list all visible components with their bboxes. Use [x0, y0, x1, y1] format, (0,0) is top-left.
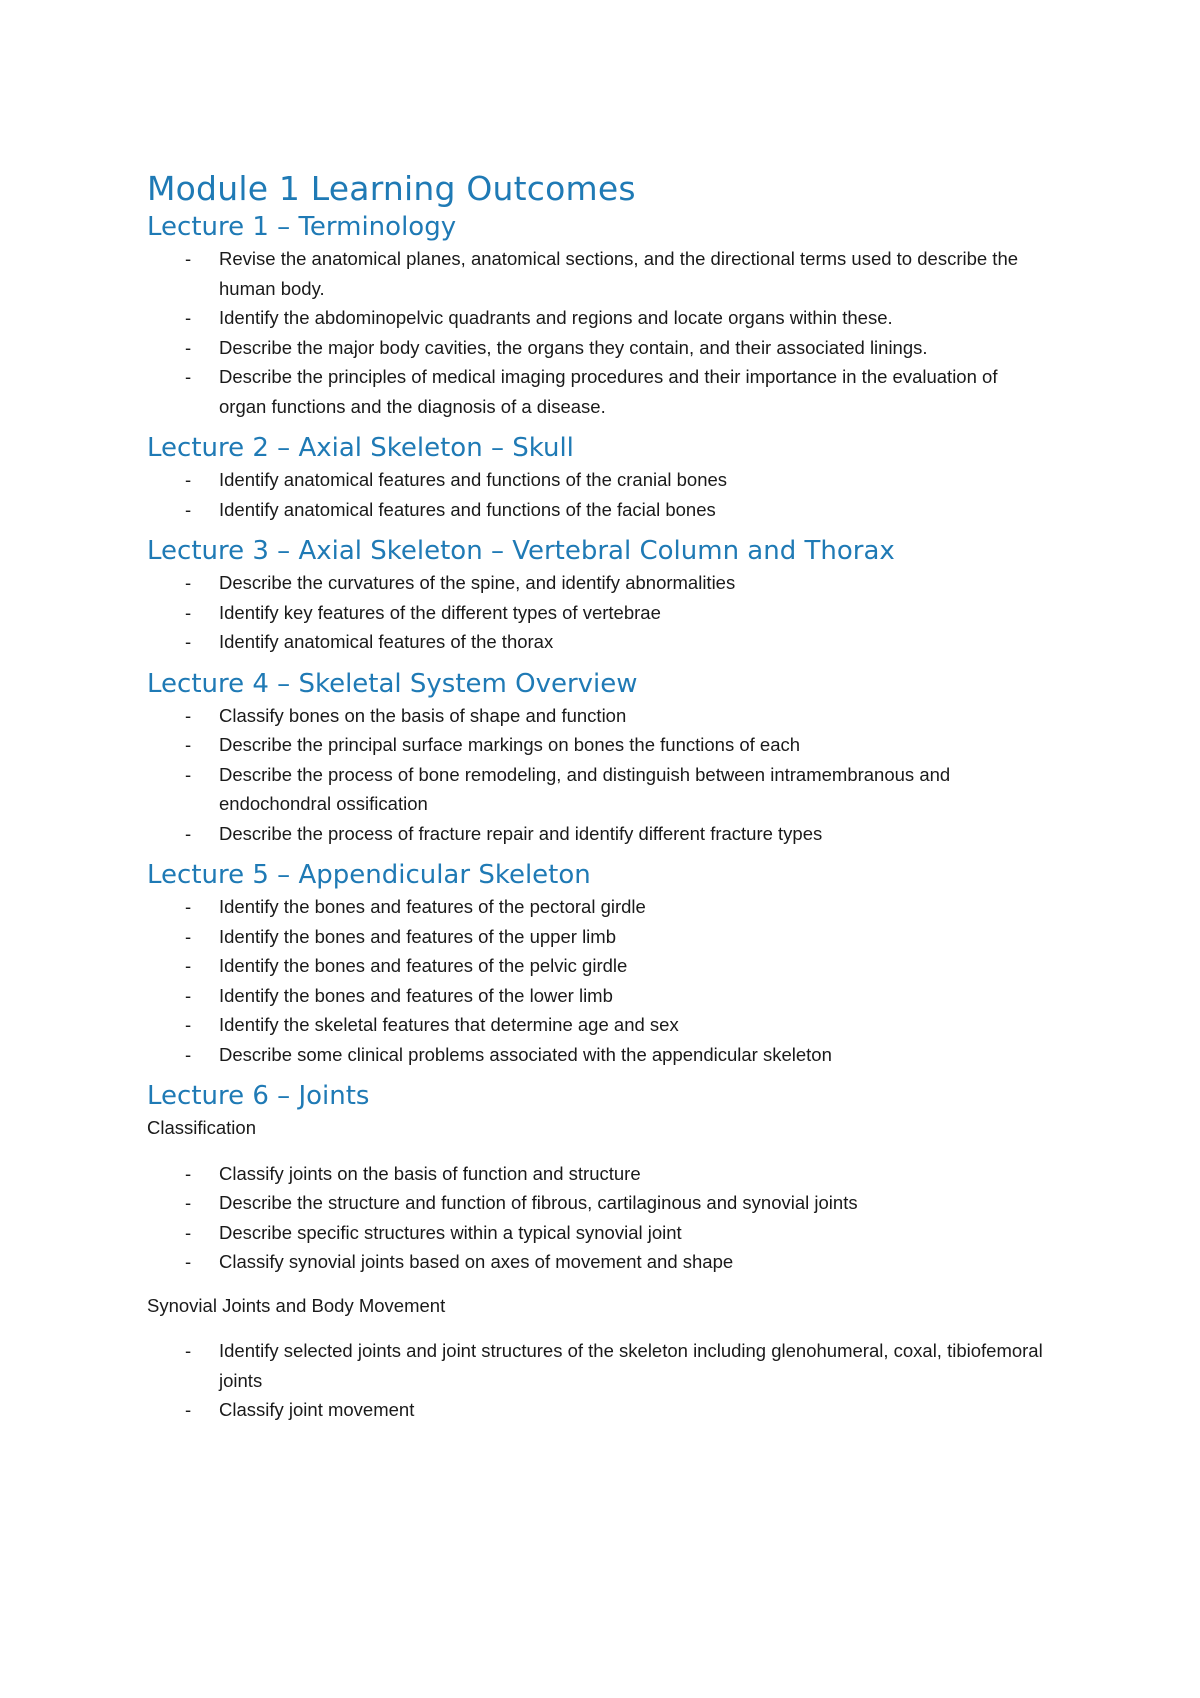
list-item: - Describe the process of bone remodeling, and distinguish between intramembranous and endochondral ossification [147, 760, 1047, 819]
lecture-1-heading: Lecture 1 – Terminology [147, 212, 457, 242]
lecture-6-heading: Lecture 6 – Joints [147, 1081, 370, 1111]
lecture-2-heading: Lecture 2 – Axial Skeleton – Skull [147, 433, 574, 463]
subsection-classification-label: Classification [147, 1117, 256, 1138]
bullet-dash: - [185, 1162, 192, 1184]
bullet-dash: - [185, 572, 192, 593]
list-item: - Describe the principal surface markings on bones the functions of each [147, 730, 1047, 760]
bullet-dash: - [185, 1014, 192, 1035]
list-item: - Identify the bones and features of the upper limb [147, 922, 1047, 952]
list-item: - Identify key features of the different types of vertebrae [147, 598, 1047, 628]
bullet-dash: - [185, 925, 192, 947]
list-item: - Identify anatomical features and functions of the cranial bones [147, 465, 1047, 495]
list-item: - Describe some clinical problems associated with the appendicular skeleton [147, 1040, 1047, 1070]
list-item: - Identify the abdominopelvic quadrants and regions and locate organs within these. [147, 303, 1047, 333]
lecture-4-heading: Lecture 4 – Skeletal System Overview [147, 668, 638, 699]
bullet-dash: - [185, 366, 192, 387]
list-item: - Identify anatomical features and functions of the facial bones [147, 495, 1047, 525]
bullet-dash: - [185, 1251, 192, 1272]
bullet-dash: - [185, 984, 192, 1006]
list-item: - Identify the bones and features of the pectoral girdle [147, 892, 1047, 922]
list-item: - Classify synovial joints based on axes of movement and shape [147, 1247, 1047, 1277]
bullet-dash: - [185, 955, 192, 976]
list-item: - Describe the process of fracture repair and identify different fracture types [147, 819, 1047, 849]
bullet-dash: - [185, 704, 192, 726]
page-title: Module 1 Learning Outcomes [147, 169, 636, 208]
list-item: - Classify joint movement [147, 1395, 1047, 1425]
lecture-3-heading: Lecture 3 – Axial Skeleton – Vertebral Column and Thorax [147, 536, 895, 566]
lecture-4-list [147, 701, 1047, 849]
bullet-dash: - [185, 1340, 192, 1361]
bullet-dash: - [185, 469, 192, 490]
lecture-6-classification-list [147, 1159, 1047, 1277]
bullet-dash: - [185, 1192, 192, 1213]
list-item: - Revise the anatomical planes, anatomical sections, and the directional terms used to describe the human body. [147, 244, 1047, 303]
list-item: - Identify the bones and features of the pelvic girdle [147, 951, 1047, 981]
list-item: - Identify selected joints and joint structures of the skeleton including glenohumeral, coxal, tibiofemoral joints [147, 1336, 1047, 1395]
list-item: - Describe the major body cavities, the organs they contain, and their associated linings. [147, 333, 1047, 363]
bullet-dash: - [185, 1221, 192, 1243]
bullet-dash: - [185, 1399, 192, 1420]
list-item: - Identify the skeletal features that determine age and sex [147, 1010, 1047, 1040]
list-item: - Classify bones on the basis of shape and function [147, 701, 1047, 731]
bullet-dash: - [185, 601, 192, 623]
bullet-dash: - [185, 307, 192, 328]
lecture-2-list [147, 465, 1047, 524]
bullet-dash: - [185, 822, 192, 844]
lecture-3-list [147, 568, 1047, 657]
document-content [147, 168, 1047, 1425]
bullet-dash: - [185, 336, 192, 358]
lecture-6-synovial-list [147, 1336, 1047, 1425]
list-item: - Describe the curvatures of the spine, and identify abnormalities [147, 568, 1047, 598]
list-item: - Describe the principles of medical imaging procedures and their importance in the evaluation of organ functions and the diagnosis of a disease. [147, 362, 1047, 421]
bullet-dash: - [185, 734, 192, 755]
lecture-1-list [147, 244, 1047, 421]
list-item: - Identify the bones and features of the lower limb [147, 981, 1047, 1011]
list-item: - Classify joints on the basis of function and structure [147, 1159, 1047, 1189]
subsection-synovial-label: Synovial Joints and Body Movement [147, 1294, 446, 1316]
bullet-dash: - [185, 631, 192, 652]
lecture-5-heading: Lecture 5 – Appendicular Skeleton [147, 860, 591, 890]
bullet-dash: - [185, 1043, 192, 1065]
bullet-dash: - [185, 763, 192, 785]
bullet-dash: - [185, 248, 192, 269]
list-item: - Identify anatomical features of the thorax [147, 627, 1047, 657]
bullet-dash: - [185, 896, 192, 917]
list-item: - Describe specific structures within a typical synovial joint [147, 1218, 1047, 1248]
bullet-dash: - [185, 498, 192, 520]
lecture-5-list [147, 892, 1047, 1069]
list-item: - Describe the structure and function of fibrous, cartilaginous and synovial joints [147, 1188, 1047, 1218]
